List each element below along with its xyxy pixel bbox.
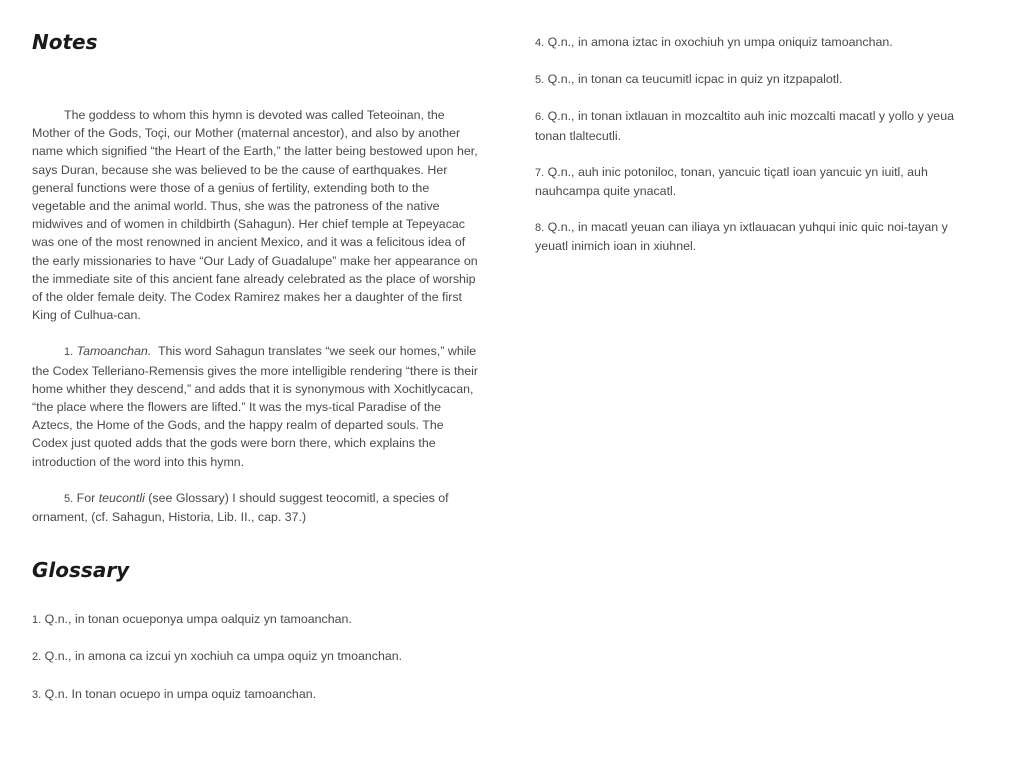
glossary-entry [32,685,480,704]
glossary-entry-number: 7. [535,166,545,179]
glossary-entry [535,218,965,255]
glossary-entry [535,70,965,89]
glossary-entry-text: Q.n., in tonan ca teucumitl icpac in quiz yn itzpapalotl. [547,72,843,87]
note-1-number: 1. [64,346,74,359]
notes-heading: Notes [32,30,98,54]
glossary-entry [535,163,965,200]
glossary-entry-number: 6. [535,111,545,124]
note-1-text: This word Sahagun translates “we seek our homes,” while the Codex Telleriano-Remensis gives the more intelligible rendering “there is their home whither they descend,” and adds that it is synonymous with Xochitlycacan, “the place where the flowers are lifted.” It was the mys-tical Paradise of the Aztecs, the Home of the Gods, and the happy realm of departed souls. The Codex just quoted adds that the gods were born there, which explains the introduction of the word into this hymn. [32,344,479,469]
right-column [535,33,965,274]
glossary-entry [32,647,480,666]
note-5-number: 5. [64,492,74,505]
glossary-entry-number: 2. [32,651,42,664]
glossary-entry-number: 1. [32,614,42,627]
glossary-entry-number: 8. [535,222,545,235]
glossary-heading: Glossary [32,558,130,583]
notes-intro-paragraph: The goddess to whom this hymn is devoted was called Teteoinan, the Mother of the Gods, Toçi, our Mother (maternal ancestor), and also by another name which signified “the Heart of the Earth,” the latter being bestowed upon her, says Duran, because she was believed to be the cause of earthquakes. Her general functions were those of a genius of fertility, extending both to the vegetable and the animal world. Thus, she was the patroness of the native midwives and of women in childbirth (Sahagun). Her chief temple at Tepeyacac was one of the most renowned in ancient Mexico, and it was a felicitous idea of the early missionaries to have “Our Lady of Guadalupe” make her appearance on the immediate site of this ancient fane already celebrated as the place of worship of the older female deity. The Codex Ramirez makes her a daughter of the first King of Culhua-can. [32,108,478,323]
glossary-entry-text: Q.n., in amona iztac in oxochiuh yn umpa oniquiz tamoanchan. [547,35,893,49]
glossary-entry-text: Q.n., auh inic potoniloc, tonan, yancuic tiçatl ioan yancuic yn iuitl, auh nauhcampa quite ynacatl. [535,164,928,199]
glossary-entry-text: Q.n., in tonan ixtlauan in mozcaltito auh inic mozcalti macatl y yollo y yeua tonan tlaltecutli. [535,109,954,143]
note-1-paragraph [32,342,480,470]
glossary-entry-text: Q.n., in tonan ocueponya umpa oalquiz yn tamoanchan. [44,612,352,627]
glossary-entry [535,33,965,52]
note-5-paragraph [32,489,480,526]
glossary-entry [32,610,480,629]
glossary-entry-text: Q.n. In tonan ocuepo in umpa oquiz tamoanchan. [44,686,317,701]
glossary-entry-text: Q.n., in macatl yeuan can iliaya yn ixtlauacan yuhqui inic quic noi-tayan y yeuatl inimich ioan in xiuhnel. [535,220,948,254]
note-5-text: (see Glossary) I should suggest teocomitl, a species of ornament, (cf. Sahagun, Historia, Lib. II., cap. 37.) [32,490,449,525]
left-column [32,30,480,722]
glossary-entry-number: 4. [535,37,545,49]
note-5-term: teucontli [98,490,145,505]
note-5-lead: For [76,490,96,505]
glossary-entry [535,107,965,144]
glossary-entry-number: 5. [535,74,545,87]
glossary-entry-number: 3. [32,688,42,701]
note-1-term: Tamoanchan. [76,344,152,359]
glossary-entry-text: Q.n., in amona ca izcui yn xochiuh ca umpa oquiz yn tmoanchan. [44,649,403,664]
